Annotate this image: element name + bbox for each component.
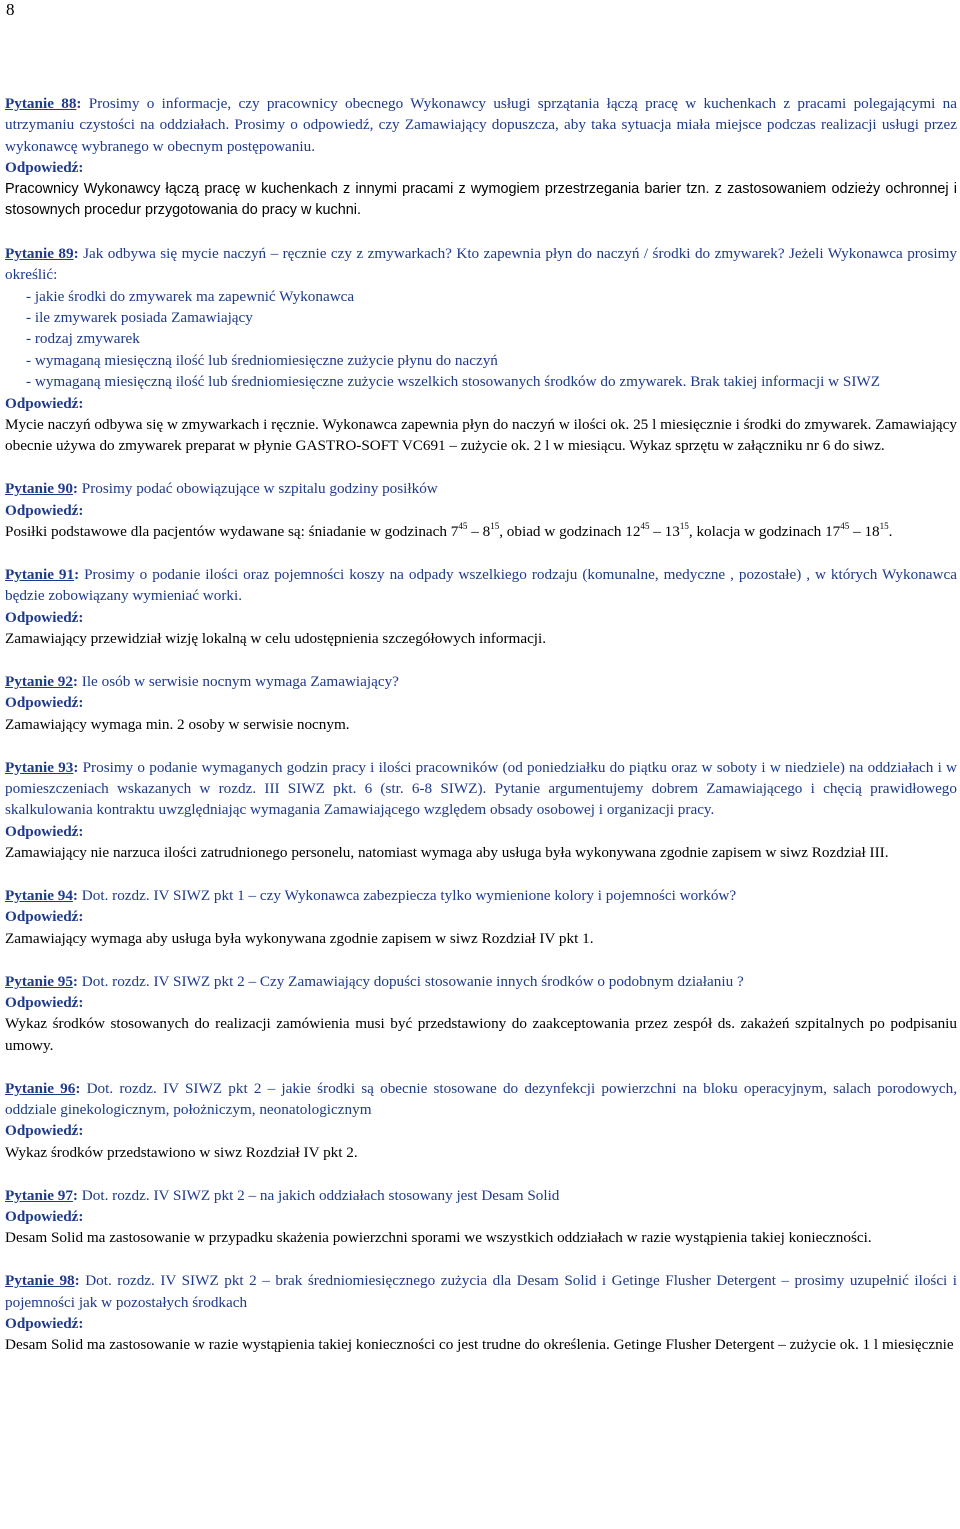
answer-label: Odpowiedź: — [5, 1122, 84, 1140]
question-label: Pytanie 95 — [5, 972, 73, 990]
list-item: - rodzaj zmywarek — [26, 330, 140, 348]
question-text: Ile osób w serwisie nocnym wymaga Zamawiający? — [81, 672, 399, 690]
answer-label: Odpowiedź: — [5, 501, 84, 519]
question-text: Dot. rozdz. IV SIWZ pkt 2 – Czy Zamawiający dopuści stosowanie innych środków o podobnym działaniu ? — [81, 972, 744, 990]
answer-text: Posiłki podstawowe dla pacjentów wydawane są: śniadanie w godzinach $7^{45} - 8^{15}$, obiad w godzinach $12^{45} - 13^{15}$, kolacja w godzinach $17^{45} - 18^{15}$. — [5, 521, 893, 541]
answer-label: Odpowiedź: — [5, 394, 84, 412]
answer-label: Odpowiedź: — [5, 159, 84, 177]
answer-label: Odpowiedź: — [5, 1207, 84, 1225]
question-text: Prosimy podać obowiązujące w szpitalu godziny posiłków — [81, 480, 438, 498]
question-90: Pytanie 90: Prosimy podać obowiązujące w szpitalu godziny posiłków Odpowiedź: Posiłki podstawowe dla pacjentów wydawane są: śniadanie w godzinach $7^{45} - 8^{15}$, obiad w godzinach $12^{45} - 13^{15}$, kolacja w godzinach $17^{45} - 18^{15}$. — [5, 478, 957, 542]
answer-label: Odpowiedź: — [5, 908, 84, 926]
question-label: Pytanie 98 — [5, 1272, 75, 1290]
question-label: Pytanie 94 — [5, 886, 73, 904]
answer-text: Zamawiający nie narzuca ilości zatrudnionego personelu, natomiast wymaga aby usługa była wykonywana zgodnie zapisem w siwz Rozdział III. — [5, 844, 889, 862]
list-item: - ile zmywarek posiada Zamawiający — [26, 309, 253, 327]
question-text: Dot. rozdz. IV SIWZ pkt 2 – brak średniomiesięcznego zużycia dla Desam Solid i Getinge Flusher Detergent – prosimy uzupełnić ilości i pojemności jak w pozostałych środkach — [5, 1272, 958, 1311]
list-item: - jakie środki do zmywarek ma zapewnić Wykonawca — [26, 287, 355, 305]
answer-label: Odpowiedź: — [5, 1315, 84, 1332]
answer-text: Zamawiający wymaga aby usługa była wykonywana zgodnie zapisem w siwz Rozdział IV pkt 1. — [5, 929, 594, 947]
question-97: Pytanie 97: Dot. rozdz. IV SIWZ pkt 2 – na jakich oddziałach stosowany jest Desam Solid Odpowiedź: Desam Solid ma zastosowanie w przypadku skażenia powierzchni sporami we wszystkich oddziałach w razie wystąpienia takiej konieczności. — [5, 1185, 957, 1249]
answer-label: Odpowiedź: — [5, 993, 84, 1011]
answer-text: Mycie naczyń odbywa się w zmywarkach i ręcznie. Wykonawca zapewnia płyn do naczyń w ilości ok. 25 l miesięcznie i środki do zmywarek. Zamawiający obecnie używa do zmywarek preparat w płynie GASTRO-SOFT VC691 – zużycie ok. 2 l w miesiącu. Wykaz sprzętu w załączniku nr 6 do siwz. — [5, 416, 957, 455]
list-item: - wymaganą miesięczną ilość lub średniomiesięczne zużycie płynu do naczyń — [26, 351, 498, 369]
question-text: Dot. rozdz. IV SIWZ pkt 2 – na jakich oddziałach stosowany jest Desam Solid — [81, 1186, 560, 1204]
question-label: Pytanie 91 — [5, 565, 75, 583]
question-label: Pytanie 88 — [5, 95, 77, 112]
question-label: Pytanie 90 — [5, 480, 73, 498]
question-text: Dot. rozdz. IV SIWZ pkt 2 – jakie środki są obecnie stosowane do dezynfekcji powierzchni na bloku operacyjnym, salach porodowych, oddziale ginekologicznym, położniczym, neonatologicznym — [5, 1079, 958, 1118]
question-label: Pytanie 93 — [5, 758, 74, 776]
question-label: Pytanie 96 — [5, 1079, 76, 1097]
question-96: Pytanie 96: Dot. rozdz. IV SIWZ pkt 2 – jakie środki są obecnie stosowane do dezynfekcji powierzchni na bloku operacyjnym, salach porodowych, oddziale ginekologicznym, położniczym, neonatologicznym Odpowiedź: Wykaz środków przedstawiono w siwz Rozdział IV pkt 2. — [5, 1078, 957, 1164]
question-94: Pytanie 94: Dot. rozdz. IV SIWZ pkt 1 – czy Wykonawca zabezpiecza tylko wymienione kolory i pojemności worków? Odpowiedź: Zamawiający wymaga aby usługa była wykonywana zgodnie zapisem w siwz Rozdział IV pkt 1. — [5, 885, 957, 949]
question-text: Prosimy o informacje, czy pracownicy obecnego Wykonawcy usługi sprzątania łączą pracę w kuchenkach z pracami polegającymi na utrzymaniu czystości na oddziałach. Prosimy o odpowiedź, czy Zamawiający dopuszcza, aby taka sytuacja miała miejsce podczas realizacji usługi przez wykonawcę wybranego w obecnym postępowaniu. — [5, 95, 958, 155]
question-text: Prosimy o podanie wymaganych godzin pracy i ilości pracowników (od poniedziałku do piątku oraz w soboty i w niedziele) na oddziałach i w pomieszczeniach wskazanych w rozdz. III SIWZ pkt. 6 (str. 6-8 SIWZ). Pytanie argumentujemy dobrem Zamawiającego i chęcią prawidłowego skalkulowania kontraktu uwzględniając wymagania Zamawiającego względem obsady osobowej i organizacji pracy. — [5, 758, 957, 819]
answer-label: Odpowiedź: — [5, 694, 84, 712]
answer-text: Zamawiający przewidział wizję lokalną w celu udostępnienia szczegółowych informacji. — [5, 630, 547, 648]
answer-text: Zamawiający wymaga min. 2 osoby w serwisie nocnym. — [5, 715, 350, 733]
question-98: Pytanie 98: Dot. rozdz. IV SIWZ pkt 2 – brak średniomiesięcznego zużycia dla Desam Solid i Getinge Flusher Detergent – prosimy uzupełnić ilości i pojemności jak w pozostałych środkach Odpowiedź: Desam Solid ma zastosowanie w razie wystąpienia takiej konieczności co jest trudne do określenia. Getinge Flusher Detergent – zużycie ok. 1 l miesięcznie — [5, 1270, 957, 1356]
page-number: 8 — [6, 0, 15, 19]
list-item: - wymaganą miesięczną ilość lub średniomiesięczne zużycie wszelkich stosowanych środków do zmywarek. Brak takiej informacji w SIWZ — [26, 373, 881, 391]
question-text: Dot. rozdz. IV SIWZ pkt 1 – czy Wykonawca zabezpiecza tylko wymienione kolory i pojemności worków? — [81, 886, 737, 904]
answer-text: Desam Solid ma zastosowanie w przypadku skażenia powierzchni sporami we wszystkich oddziałach w razie wystąpienia takiej konieczności. — [5, 1229, 872, 1247]
answer-label: Odpowiedź: — [5, 822, 84, 840]
answer-text: Desam Solid ma zastosowanie w razie wystąpienia takiej konieczności co jest trudne do określenia. Getinge Flusher Detergent – zużycie ok. 1 l miesięcznie — [5, 1336, 954, 1354]
question-91: Pytanie 91: Prosimy o podanie ilości oraz pojemności koszy na odpady wszelkiego rodzaju (komunalne, medyczne , pozostałe) , w których Wykonawca będzie zobowiązany wymieniać worki. Odpowiedź: Zamawiający przewidział wizję lokalną w celu udostępnienia szczegółowych informacji. — [5, 564, 957, 650]
answer-text: Wykaz środków przedstawiono w siwz Rozdział IV pkt 2. — [5, 1143, 358, 1161]
question-label: Pytanie 92 — [5, 672, 73, 690]
document-body — [5, 93, 957, 1377]
question-92: Pytanie 92: Ile osób w serwisie nocnym wymaga Zamawiający? Odpowiedź: Zamawiający wymaga min. 2 osoby w serwisie nocnym. — [5, 671, 957, 735]
question-95: Pytanie 95: Dot. rozdz. IV SIWZ pkt 2 – Czy Zamawiający dopuści stosowanie innych środków o podobnym działaniu ? Odpowiedź: Wykaz środków stosowanych do realizacji zamówienia musi być przedstawiony do zaakceptowania przez zespół ds. zakażeń szpitalnych po podpisaniu umowy. — [5, 971, 957, 1057]
question-items — [5, 286, 957, 393]
question-label: Pytanie 89 — [5, 244, 74, 262]
question-text: Jak odbywa się mycie naczyń – ręcznie czy z zmywarkach? Kto zapewnia płyn do naczyń / środki do zmywarek? Jeżeli Wykonawca prosimy określić: — [5, 244, 957, 284]
question-89: Pytanie 89: Jak odbywa się mycie naczyń – ręcznie czy z zmywarkach? Kto zapewnia płyn do naczyń / środki do zmywarek? Jeżeli Wykonawca prosimy określić: - jakie środki do zmywarek ma zapewnić Wykonawca - ile zmywarek posiada Zamawiający - rodzaj zmywarek - wymaganą miesięczną ilość lub średniomiesięczne zużycie płynu do naczyń - wymaganą miesięczną ilość lub średniomiesięczne zużycie wszelkich stosowanych środków do zmywarek. Brak takiej informacji w SIWZ Odpowiedź: Mycie naczyń odbywa się w zmywarkach i ręcznie. Wykonawca zapewnia płyn do naczyń w ilości ok. 25 l miesięcznie i środki do zmywarek. Zamawiający obecnie używa do zmywarek preparat w płynie GASTRO-SOFT VC691 – zużycie ok. 2 l w miesiącu. Wykaz sprzętu w załączniku nr 6 do siwz. — [5, 243, 957, 457]
answer-text: Wykaz środków stosowanych do realizacji zamówienia musi być przedstawiony do zaakceptowania przez zespół ds. zakażeń szpitalnych po podpisaniu umowy. — [5, 1015, 957, 1054]
question-93: Pytanie 93: Prosimy o podanie wymaganych godzin pracy i ilości pracowników (od poniedziałku do piątku oraz w soboty i w niedziele) na oddziałach i w pomieszczeniach wskazanych w rozdz. III SIWZ pkt. 6 (str. 6-8 SIWZ). Pytanie argumentujemy dobrem Zamawiającego i chęcią prawidłowego skalkulowania kontraktu uwzględniając wymagania Zamawiającego względem obsady osobowej i organizacji pracy. Odpowiedź: Zamawiający nie narzuca ilości zatrudnionego personelu, natomiast wymaga aby usługa była wykonywana zgodnie zapisem w siwz Rozdział III. — [5, 757, 957, 864]
question-88: Pytanie 88: Prosimy o informacje, czy pracownicy obecnego Wykonawcy usługi sprzątania łączą pracę w kuchenkach z pracami polegającymi na utrzymaniu czystości na oddziałach. Prosimy o odpowiedź, czy Zamawiający dopuszcza, aby taka sytuacja miała miejsce podczas realizacji usługi przez wykonawcę wybranego w obecnym postępowaniu. Odpowiedź: Pracownicy Wykonawcy łączą pracę w kuchenkach z innymi pracami z wymogiem przestrzegania barier tzn. z zastosowaniem odzieży ochronnej i stosownych procedur przygotowania do pracy w kuchni. — [5, 93, 957, 221]
answer-text: Pracownicy Wykonawcy łączą pracę w kuchenkach z innymi pracami z wymogiem przestrzegania barier tzn. z zastosowaniem odzieży ochronnej i stosownych procedur przygotowania do pracy w kuchni. — [5, 180, 957, 219]
question-text: Prosimy o podanie ilości oraz pojemności koszy na odpady wszelkiego rodzaju (komunalne, medyczne , pozostałe) , w których Wykonawca będzie zobowiązany wymieniać worki. — [5, 565, 957, 605]
question-label: Pytanie 97 — [5, 1186, 73, 1204]
answer-label: Odpowiedź: — [5, 608, 84, 626]
